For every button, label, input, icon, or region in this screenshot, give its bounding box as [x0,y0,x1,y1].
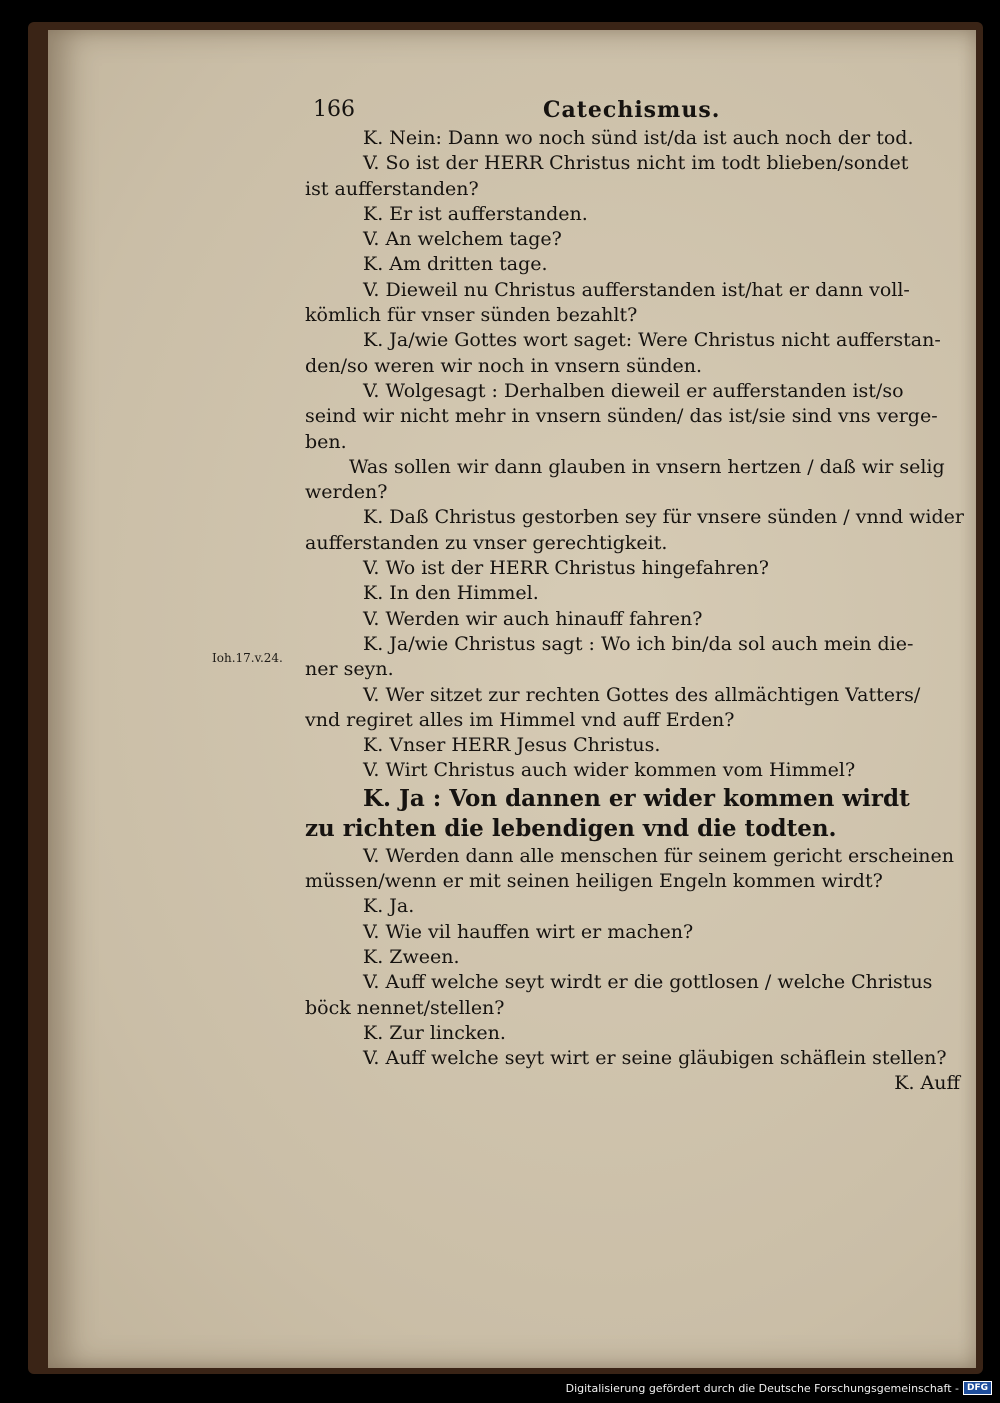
text-line: aufferstanden zu vnser gerechtigkeit. [305,531,668,554]
text-line: böck nennet/stellen? [305,996,505,1019]
text-line: V. Dieweil nu Christus aufferstanden ist/hat er dann voll- [363,278,910,301]
text-line: V. Wer sitzet zur rechten Gottes des allmächtigen Vatters/ [363,683,921,706]
text-line: V. So ist der HERR Christus nicht im todt blieben/sondet [363,152,909,175]
text-line: Was sollen wir dann glauben in vnsern hertzen / daß wir selig [349,455,945,478]
text-line: K. Nein: Dann wo noch sünd ist/da ist auch noch der tod. [363,127,914,149]
text-line: V. Werden dann alle menschen für seinem gericht erscheinen [363,844,954,867]
text-line: K. Am dritten tage. [363,253,548,276]
text-line: ist aufferstanden? [305,177,479,200]
text-line: K. Ja. [363,895,415,918]
margin-note: Ioh.17.v.24. [212,651,283,665]
text-line: V. Auff welche seyt wirt er seine gläubigen schäflein stellen? [363,1047,947,1070]
text-line: K. Ja/wie Christus sagt : Wo ich bin/da sol auch mein die- [363,632,914,655]
text-line: werden? [305,481,388,504]
text-line: seind wir nicht mehr in vnsern sünden/ das ist/sie sind vns verge- [305,405,938,428]
text-line: V. Auff welche seyt wirdt er die gottlosen / welche Christus [363,971,933,994]
text-line-large: zu richten die lebendigen vnd die todten. [305,814,837,842]
page-number: 166 [313,97,355,122]
text-line: K. Vnser HERR Jesus Christus. [363,734,661,757]
digitization-credit [566,1381,992,1395]
credit-text: Digitalisierung gefördert durch die Deutsche Forschungsgemeinschaft - [565,1381,959,1395]
text-line: V. Wolgesagt : Derhalben dieweil er aufferstanden ist/so [363,379,904,402]
text-line: K. Ja/wie Gottes wort saget: Were Christus nicht aufferstan- [363,329,941,352]
text-line: vnd regiret alles im Himmel vnd auff Erden? [305,708,735,731]
text-line-large: K. Ja : Von dannen er wider kommen wirdt [363,784,910,812]
text-line: V. Wirt Christus auch wider kommen vom Himmel? [363,759,856,782]
text-line: V. An welchem tage? [363,228,562,251]
text-line: V. Wo ist der HERR Christus hingefahren? [363,557,769,580]
catchword: K. Auff [894,1072,960,1095]
text-line: ner seyn. [305,658,394,681]
text-line: K. Zur lincken. [363,1021,506,1044]
text-line: K. Daß Christus gestorben sey für vnsere sünden / vnnd wider [363,506,964,529]
text-line: V. Wie vil hauffen wirt er machen? [363,920,694,943]
text-line: den/so weren wir noch in vnsern sünden. [305,354,703,377]
text-line: ben. [305,430,347,453]
page-text [305,94,970,1097]
text-line: müssen/wenn er mit seinen heiligen Engeln kommen wirdt? [305,870,883,893]
text-line: kömlich für vnser sünden bezahlt? [305,304,638,327]
text-line: K. In den Himmel. [363,582,539,605]
running-header [305,94,970,126]
running-title: Catechismus. [543,97,721,123]
text-line: K. Zween. [363,945,460,968]
dfg-logo-icon: DFG [963,1381,992,1395]
text-line: K. Er ist aufferstanden. [363,202,588,225]
text-line: V. Werden wir auch hinauff fahren? [363,607,703,630]
